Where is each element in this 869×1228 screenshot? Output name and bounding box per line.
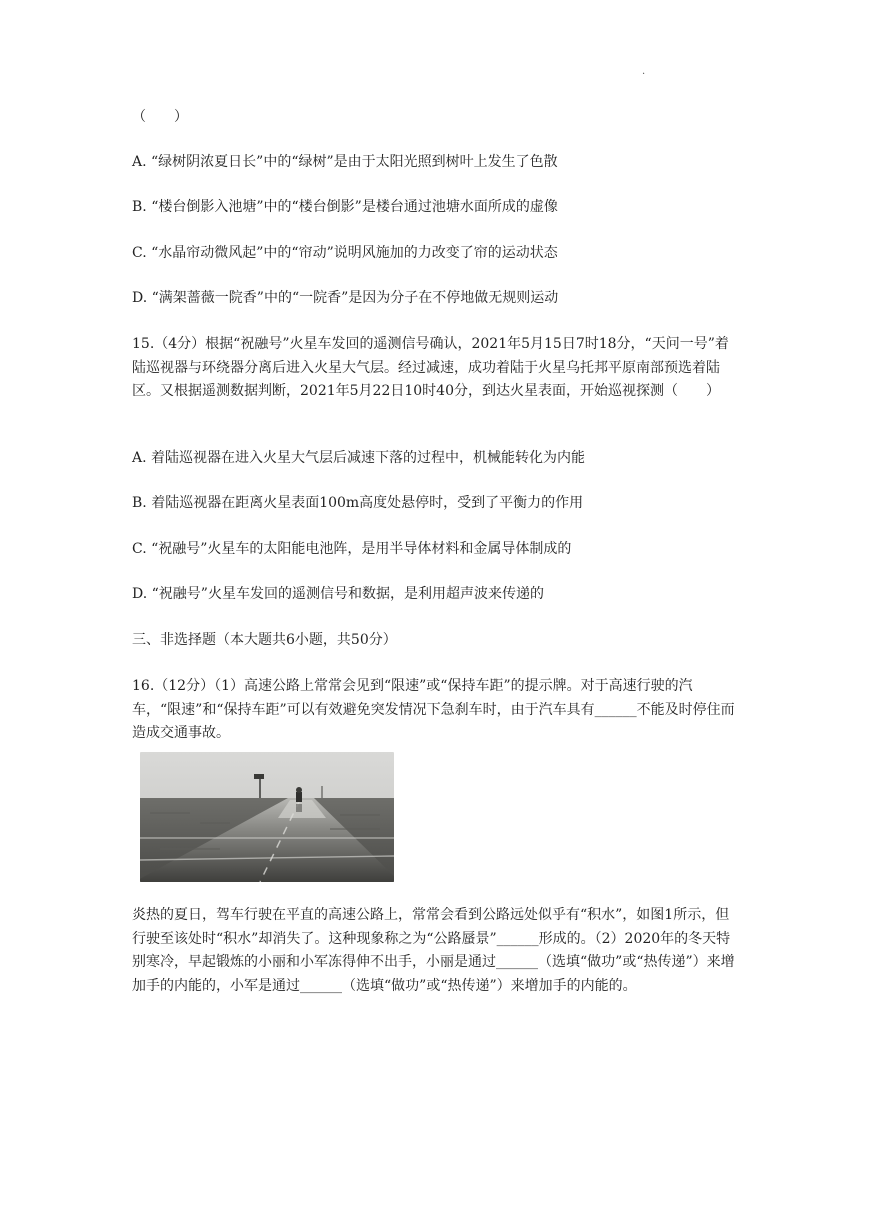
page-dot: .: [642, 66, 646, 77]
q15-option-c: C. “祝融号”火星车的太阳能电池阵，是用半导体材料和金属导体制成的: [132, 541, 572, 557]
road-mirage-photo: [140, 752, 394, 882]
q16-continuation: 炎热的夏日，驾车行驶在平直的高速公路上，常常会看到公路远处似乎有“积水”，如图1所示，但行驶至该处时“积水”却消失了。这种现象称之为“公路蜃景”______形成的。（2）2020年的冬天特别寒冷，早起锻炼的小丽和小军冻得伸不出手，小丽是通过______（选填“做功”或“热传递”）来增加手的内能的，小军是通过______（选填“做功”或“热传递”）来增加手的内能的。: [132, 907, 735, 994]
q14-option-c: C. “水晶帘动微风起”中的“帘动”说明风施加的力改变了帘的运动状态: [132, 245, 558, 261]
q15-option-b: B. 着陆巡视器在距离火星表面100m高度处悬停时，受到了平衡力的作用: [132, 495, 584, 511]
q14-option-b: B. “楼台倒影入池塘”中的“楼台倒影”是楼台通过池塘水面所成的虚像: [132, 199, 558, 215]
section-heading: 三、非选择题（本大题共6小题，共50分）: [132, 632, 397, 648]
q15-option-d: D. “祝融号”火星车发回的遥测信号和数据，是利用超声波来传递的: [132, 586, 544, 602]
q14-paren: （ ）: [132, 109, 188, 125]
q15-option-a: A. 着陆巡视器在进入火星大气层后减速下落的过程中，机械能转化为内能: [132, 450, 586, 466]
q14-option-a: A. “绿树阴浓夏日长”中的“绿树”是由于太阳光照到树叶上发生了色散: [132, 154, 558, 170]
q14-option-d: D. “满架蔷薇一院香”中的“一院香”是因为分子在不停地做无规则运动: [132, 290, 559, 306]
q16-stem: 16.（12分）（1）高速公路上常常会见到“限速”或“保持车距”的提示牌。对于高速行驶的汽车，“限速”和“保持车距”可以有效避免突发情况下急刹车时，由于汽车具有______不能及时停住而造成交通事故。: [132, 678, 735, 741]
q15-stem: 15.（4分）根据“祝融号”火星车发回的遥测信号确认，2021年5月15日7时18分，“天问一号”着陆巡视器与环绕器分离后进入火星大气层。经过减速，成功着陆于火星乌托邦平原南部预选着陆区。又根据遥测数据判断，2021年5月22日10时40分，到达火星表面，开始巡视探测（ ）: [132, 336, 729, 399]
